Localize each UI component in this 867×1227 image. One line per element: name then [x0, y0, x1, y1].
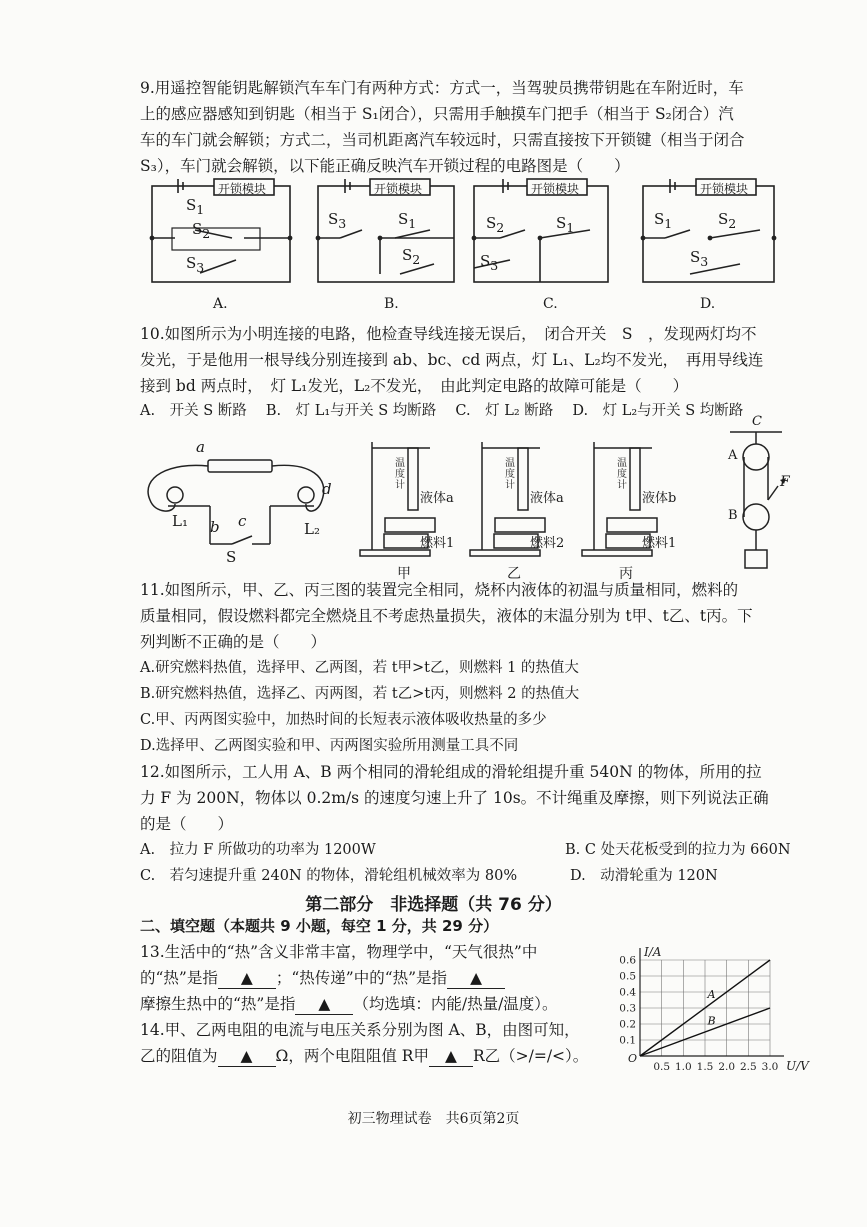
q11-line-2: 质量相同，假设燃料都完全燃烧且不考虑热量损失，液体的末温分别为 t甲、t乙、t丙。下 [140, 607, 753, 625]
q9-line-4: S₃），车门就会解锁，以下能正确反映汽车开锁过程的电路图是（ ） [140, 157, 630, 175]
q11-option-b: B.研究燃料热值，选择乙、丙两图，若 t乙>t丙，则燃料 2 的热值大 [140, 686, 580, 702]
d-s1: $S_1$ [654, 210, 673, 231]
label-l1: L₁ [172, 512, 188, 530]
label-c: c [238, 512, 247, 530]
page-footer: 初三物理试卷 共6页第2页 [347, 1111, 520, 1127]
q12-option-d: D. 动滑轮重为 120N [570, 868, 718, 884]
b-s1: $S_1$ [398, 210, 417, 231]
thermo-jia: 温度计 [395, 458, 405, 491]
q10-options: A. 开关 S 断路 B. 灯 L₁与开关 S 均断路 C. 灯 L₂ 断路 D. 灯 L₂与开关 S 均断路 [140, 403, 744, 419]
q9-option-c: C. [543, 296, 558, 312]
caption-yi: 乙 [507, 566, 521, 582]
fuel-jia: 燃料1 [420, 536, 455, 551]
origin-label: O [628, 1052, 638, 1065]
module-label-a: 开锁模块 [218, 182, 267, 196]
q13-line-3: 摩擦生热中的“热”是指 ▲ （均选填：内能/热量/温度）。 [140, 995, 558, 1013]
module-label-d: 开锁模块 [700, 182, 749, 196]
b-s3: $S_3$ [328, 210, 347, 231]
thermo-yi: 温度计 [505, 458, 515, 491]
caption-jia: 甲 [397, 566, 411, 582]
q11-line-3: 列判断不正确的是（ ） [140, 633, 327, 651]
q11-option-d: D.选择甲、乙两图实验和甲、丙两图实验所用测量工具不同 [140, 738, 519, 754]
q13-blank-3[interactable]: ▲ [295, 994, 353, 1015]
q14-blank-1[interactable]: ▲ [218, 1046, 276, 1067]
q14-line-1: 14.甲、乙两电阻的电流与电压关系分别为图 A、B，由图可知， [140, 1021, 580, 1039]
q12-pulley [730, 432, 782, 568]
a-s2: $S_2$ [192, 220, 211, 241]
module-label-b: 开锁模块 [374, 182, 423, 196]
x-tick-5: 3.0 [761, 1061, 779, 1073]
pulley-f: F [780, 474, 790, 490]
q9-line-3: 车的车门就会解锁；方式二，当司机距离汽车较远时，只需直接按下开锁键（相当于闭合 [140, 131, 745, 149]
q14-line-2: 乙的阻值为 ▲ Ω，两个电阻阻值 R甲 ▲ R乙（>/=/<）。 [140, 1047, 589, 1065]
x-tick-2: 1.5 [696, 1061, 714, 1073]
liquid-yi: 液体a [530, 491, 564, 506]
q12-line-1: 12.如图所示，工人用 A、B 两个相同的滑轮组成的滑轮组提升重 540N 的物体，所用的拉 [140, 763, 762, 781]
c-s3: $S_3$ [480, 252, 499, 273]
series-label-B: B [707, 1014, 716, 1028]
q9-option-d: D. [700, 296, 716, 312]
b-s2: $S_2$ [402, 246, 421, 267]
q10-line-2: 发光，于是他用一根导线分别连接到 ab、bc、cd 两点，灯 L₁、L₂均不发光， 再用导线连 [140, 351, 764, 369]
q9-option-b: B. [384, 296, 399, 312]
y-tick-2: 0.3 [619, 1002, 636, 1015]
label-s: S [226, 548, 237, 566]
x-tick-3: 2.0 [718, 1061, 736, 1073]
d-s2: $S_2$ [718, 210, 737, 231]
q9-line-1: 9.用遥控智能钥匙解锁汽车车门有两种方式：方式一，当驾驶员携带钥匙在车附近时，车 [140, 79, 744, 97]
q12-option-a: A. 拉力 F 所做功的功率为 1200W [140, 842, 376, 858]
liquid-jia: 液体a [420, 491, 454, 506]
d-s3: $S_3$ [690, 248, 709, 269]
q11-option-a: A.研究燃料热值，选择甲、乙两图，若 t甲>t乙，则燃料 1 的热值大 [140, 660, 579, 676]
q14-blank-2[interactable]: ▲ [429, 1046, 473, 1067]
pulley-a: A [728, 448, 738, 463]
label-l2: L₂ [304, 520, 320, 538]
q12-option-b: B. C 处天花板受到的拉力为 660N [565, 842, 791, 858]
q10-circuit [148, 460, 324, 544]
iv-chart [619, 945, 809, 1098]
q11-line-1: 11.如图所示，甲、乙、丙三图的装置完全相同，烧杯内液体的初温与质量相同，燃料的 [140, 581, 739, 599]
q13-line-1: 13.生活中的“热”含义非常丰富，物理学中，“天气很热”中 [140, 943, 538, 961]
x-tick-0: 0.5 [653, 1061, 671, 1073]
y-tick-3: 0.4 [619, 986, 636, 999]
q10-line-3: 接到 bd 两点时， 灯 L₁发光，L₂不发光， 由此判定电路的故障可能是（ ） [140, 377, 689, 395]
y-tick-5: 0.6 [619, 954, 636, 967]
y-axis-label: I/A [644, 945, 662, 959]
q13-line-2: 的“热”是指 ▲ ；“热传递”中的“热”是指 ▲ [140, 968, 505, 989]
y-tick-1: 0.2 [619, 1018, 636, 1031]
thermo-bing: 温度计 [617, 458, 627, 491]
c-s1: $S_1$ [556, 214, 575, 235]
q12-option-c: C. 若匀速提升重 240N 的物体，滑轮组机械效率为 80% [140, 868, 518, 884]
q10-line-1: 10.如图所示为小明连接的电路，他检查导线连接无误后， 闭合开关 S ，发现两灯均不 [140, 325, 757, 343]
x-axis-label: U/V [786, 1059, 809, 1073]
x-tick-1: 1.0 [674, 1061, 692, 1073]
q9-option-a: A. [213, 296, 228, 312]
liquid-bing: 液体b [642, 491, 677, 506]
q9-circuits [0, 178, 867, 328]
module-label-c: 开锁模块 [531, 182, 580, 196]
section-subtitle: 二、填空题（本题共 9 小题，每空 1 分，共 29 分） [140, 917, 499, 935]
pulley-c: C [752, 414, 762, 429]
y-tick-0: 0.1 [619, 1034, 636, 1047]
q12-line-2: 力 F 为 200N，物体以 0.2m/s 的速度匀速上升了 10s。不计绳重及摩擦，则下列说法正确 [140, 789, 769, 807]
q13-blank-2[interactable]: ▲ [447, 968, 505, 989]
q11-option-c: C.甲、丙两图实验中，加热时间的长短表示液体吸收热量的多少 [140, 712, 547, 728]
section-title: 第二部分 非选择题（共 76 分） [305, 895, 562, 915]
a-s3: $S_3$ [186, 254, 205, 275]
label-a: a [196, 438, 205, 456]
series-label-A: A [707, 988, 716, 1002]
label-d: d [322, 480, 332, 498]
x-tick-4: 2.5 [739, 1061, 757, 1073]
a-s1: $S_1$ [186, 196, 205, 217]
q9-line-2: 上的感应器感知到钥匙（相当于 S₁闭合），只需用手触摸车门把手（相当于 S₂闭合）汽 [140, 105, 734, 123]
pulley-b: B [728, 508, 738, 523]
q13-blank-1[interactable]: ▲ [218, 968, 276, 989]
label-b: b [210, 518, 220, 536]
fuel-bing: 燃料1 [642, 536, 677, 551]
q12-line-3: 的是（ ） [140, 815, 234, 833]
c-s2: $S_2$ [486, 214, 505, 235]
y-tick-4: 0.5 [619, 970, 636, 983]
caption-bing: 丙 [619, 566, 633, 582]
fuel-yi: 燃料2 [530, 536, 565, 551]
